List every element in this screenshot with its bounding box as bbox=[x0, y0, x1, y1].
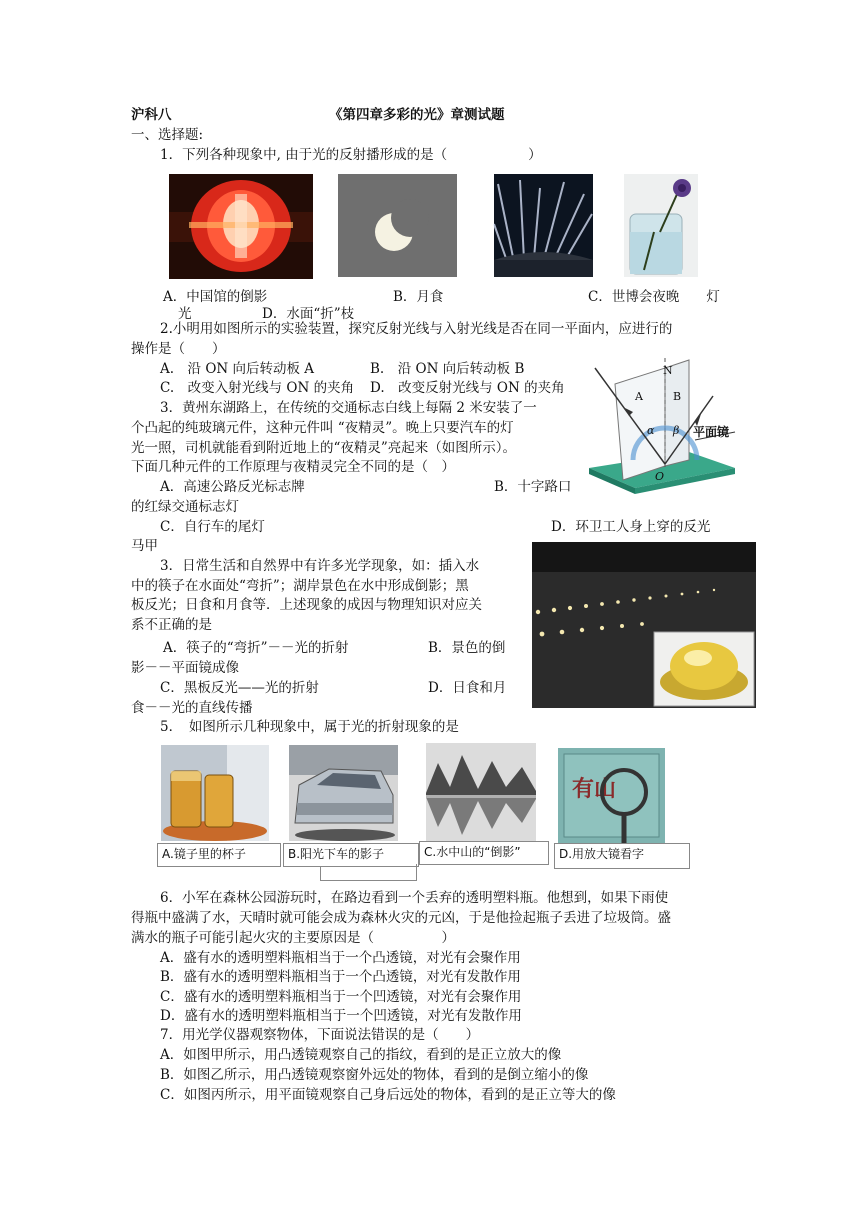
fig-label-a: A bbox=[635, 390, 643, 403]
fig-label-alpha: α bbox=[647, 424, 655, 437]
fig-label-n: N bbox=[663, 364, 673, 377]
q2-option-b: B. 沿 ON 向后转动板 B bbox=[370, 361, 525, 377]
q4-line3: 板反光；日食和月食等．上述现象的成因与物理知识对应关 bbox=[131, 597, 482, 613]
q3-image-road-night-sprites bbox=[532, 542, 756, 708]
caption-connector-right bbox=[416, 864, 417, 881]
fig-label-o: O bbox=[655, 470, 665, 483]
q3-option-d-cont: 马甲 bbox=[131, 538, 158, 554]
q1-option-a: A．中国馆的倒影 bbox=[163, 289, 268, 305]
magnified-sign-text: 有山 bbox=[572, 777, 617, 802]
q5-image-magnifier-text bbox=[558, 748, 665, 843]
q3-line3: 光一照，司机就能看到附近地上的“夜精灵”亮起来（如图所示）。 bbox=[131, 440, 517, 456]
q3-option-d: D．环卫工人身上穿的反光 bbox=[551, 519, 711, 535]
q4-line1: 3．日常生活和自然界中有许多光学现象，如：插入水 bbox=[160, 558, 480, 574]
q1-option-c: C．世博会夜晚 灯 bbox=[588, 289, 720, 305]
q3-line2: 个凸起的纯玻璃元件，这种元件叫 “夜精灵”。晚上只要汽车的灯 bbox=[131, 420, 514, 436]
q6-option-c: C．盛有水的透明塑料瓶相当于一个凹透镜，对光有会聚作用 bbox=[160, 989, 522, 1005]
q6-line3: 满水的瓶子可能引起火灾的主要原因是（ ） bbox=[131, 930, 455, 946]
q3-line4: 下面几种元件的工作原理与夜精灵完全不同的是（ ） bbox=[131, 459, 455, 475]
course-label: 沪科八 bbox=[131, 107, 172, 123]
q5-stem: 5． 如图所示几种现象中，属于光的折射现象的是 bbox=[160, 719, 459, 735]
q2-option-a: A. 沿 ON 向后转动板 A bbox=[160, 361, 315, 377]
q7-option-a: A．如图甲所示，用凸透镜观察自己的指纹，看到的是正立放大的像 bbox=[160, 1047, 562, 1063]
q1-image-pavilion bbox=[169, 174, 313, 279]
fig-label-beta: β bbox=[673, 424, 680, 437]
q5-image-car-shadow bbox=[289, 745, 398, 841]
q7-option-c: C．如图丙所示，用平面镜观察自己身后远处的物体，看到的是正立等大的像 bbox=[160, 1087, 616, 1103]
q6-option-b: B．盛有水的透明塑料瓶相当于一个凸透镜，对光有发散作用 bbox=[160, 969, 521, 985]
q5-caption-c: C.水中山的“倒影” bbox=[419, 841, 549, 865]
q1-image-bent-stem bbox=[624, 174, 698, 277]
fig-label-b: B bbox=[673, 390, 682, 403]
q4-option-a: A．筷子的“弯折”－－光的折射 bbox=[163, 640, 349, 656]
q6-line2: 得瓶中盛满了水，天晴时就可能会成为森林火灾的元凶，于是他捡起瓶子丢进了垃圾筒。盛 bbox=[131, 910, 671, 926]
q6-option-d: D．盛有水的透明塑料瓶相当于一个凹透镜，对光有发散作用 bbox=[160, 1008, 522, 1024]
q4-option-b-cont: 影－－平面镜成像 bbox=[131, 660, 239, 676]
q5-image-cups-mirror bbox=[161, 745, 269, 841]
page-title: 《第四章多彩的光》章测试题 bbox=[329, 107, 505, 123]
q3-line1: 3．黄州东湖路上，在传统的交通标志白线上每隔 2 米安装了一 bbox=[160, 400, 537, 416]
q1-image-expo-night-lights bbox=[494, 174, 593, 277]
caption-connector-bottom bbox=[320, 880, 416, 881]
q5-caption-b: B.阳光下车的影子 bbox=[283, 843, 419, 867]
q5-caption-a: A.镜子里的杯子 bbox=[157, 843, 281, 867]
q4-line4: 系不正确的是 bbox=[131, 617, 212, 633]
q5-caption-d: D.用放大镜看字 bbox=[554, 843, 690, 869]
q2-stem-line1: 2.小明用如图所示的实验装置，探究反射光线与入射光线是否在同一平面内，应进行的 bbox=[160, 321, 673, 337]
q3-option-b-cont: 的红绿交通标志灯 bbox=[131, 499, 239, 515]
q4-option-b: B．景色的倒 bbox=[428, 640, 506, 656]
q2-option-c: C. 改变入射光线与 ON 的夹角 bbox=[160, 380, 355, 396]
q4-option-d: D．日食和月 bbox=[428, 680, 507, 696]
q7-option-b: B．如图乙所示，用凸透镜观察窗外远处的物体，看到的是倒立缩小的像 bbox=[160, 1067, 589, 1083]
q1-clipped-line bbox=[131, 304, 731, 322]
q4-line2: 中的筷子在水面处“弯折”；湖岸景色在水中形成倒影；黑 bbox=[131, 578, 469, 594]
q1-option-d: D．水面“折”枝 bbox=[262, 306, 355, 322]
q1-image-lunar-eclipse bbox=[338, 174, 457, 277]
q3-option-c: C．自行车的尾灯 bbox=[160, 519, 265, 535]
section-heading: 一、选择题: bbox=[131, 127, 204, 143]
q1-option-b: B．月食 bbox=[393, 289, 444, 305]
caption-connector-left bbox=[320, 866, 321, 881]
q1-option-c-cont: 光 bbox=[178, 306, 192, 322]
q7-stem: 7．用光学仪器观察物体，下面说法错误的是（ ） bbox=[160, 1027, 480, 1043]
q4-option-d-cont: 食－－光的直线传播 bbox=[131, 700, 253, 716]
q2-option-d: D. 改变反射光线与 ON 的夹角 bbox=[370, 380, 565, 396]
q4-option-c: C．黑板反光——光的折射 bbox=[160, 680, 319, 696]
q3-option-b: B．十字路口 bbox=[494, 479, 572, 495]
q2-stem-line2: 操作是（ ） bbox=[131, 341, 226, 357]
q6-option-a: A．盛有水的透明塑料瓶相当于一个凸透镜，对光有会聚作用 bbox=[160, 950, 521, 966]
q5-image-mountain-reflection bbox=[426, 743, 536, 841]
q3-option-a: A．高速公路反光标志牌 bbox=[160, 479, 305, 495]
q1-stem: 1．下列各种现象中, 由于光的反射播形成的是（ ） bbox=[160, 147, 542, 163]
q6-line1: 6．小军在森林公园游玩时，在路边看到一个丢弃的透明塑料瓶。他想到，如果下雨使 bbox=[160, 890, 669, 906]
q2-figure-apparatus bbox=[585, 356, 740, 496]
fig-label-mirror: 平面镜 bbox=[693, 425, 730, 439]
